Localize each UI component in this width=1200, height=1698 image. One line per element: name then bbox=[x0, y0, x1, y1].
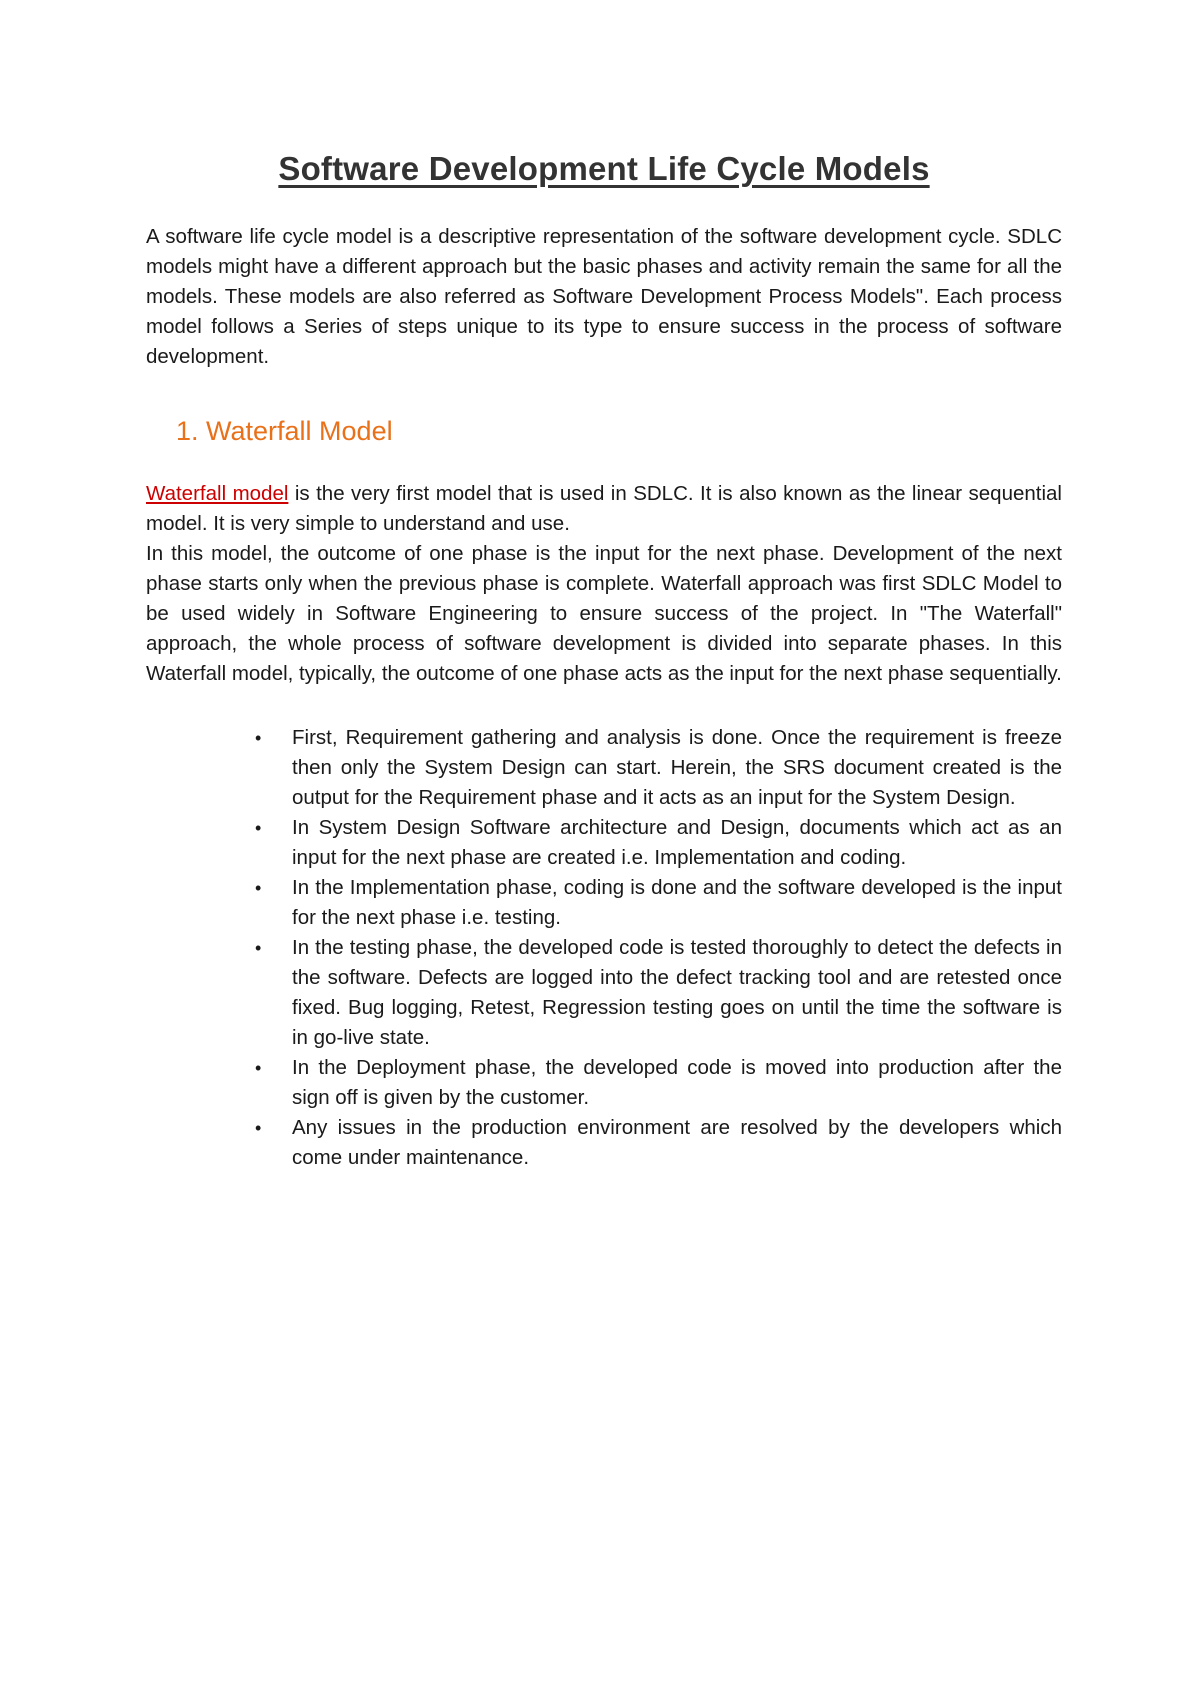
list-item bbox=[255, 873, 1062, 933]
list-item bbox=[255, 723, 1062, 813]
bullet-icon: • bbox=[255, 728, 262, 748]
waterfall-phase-list bbox=[146, 723, 1062, 1173]
section-heading-waterfall: 1. Waterfall Model bbox=[176, 416, 393, 446]
list-item-text: In the Implementation phase, coding is done and the software developed is the input for the next phase i.e. testing. bbox=[292, 876, 1062, 929]
list-item-text: In the Deployment phase, the developed code is moved into production after the sign off is given by the customer. bbox=[292, 1056, 1062, 1109]
waterfall-paragraph-2: In this model, the outcome of one phase is the input for the next phase. Development of the next phase starts only when the previous phase is complete. Waterfall approach was first SDLC Model to be used widely in Software Engineering to ensure success of the project. In "The Waterfall" approach, the whole process of software development is divided into separate phases. In this Waterfall model, typically, the outcome of one phase acts as the input for the next phase sequentially. bbox=[146, 542, 1062, 685]
list-item bbox=[255, 933, 1062, 1053]
bullet-icon: • bbox=[255, 1118, 262, 1138]
list-item bbox=[255, 813, 1062, 873]
list-item-text: In System Design Software architecture and Design, documents which act as an input for the next phase are created i.e. Implementation and coding. bbox=[292, 816, 1062, 869]
list-item-text: First, Requirement gathering and analysis is done. Once the requirement is freeze then only the System Design can start. Herein, the SRS document created is the output for the Requirement phase and it acts as an input for the System Design. bbox=[292, 726, 1062, 809]
document-page bbox=[146, 150, 1062, 1173]
list-item-text: Any issues in the production environment are resolved by the developers which come under maintenance. bbox=[292, 1116, 1062, 1169]
list-item bbox=[255, 1113, 1062, 1173]
bullet-icon: • bbox=[255, 878, 262, 898]
bullet-icon: • bbox=[255, 938, 262, 958]
list-item-text: In the testing phase, the developed code is tested thoroughly to detect the defects in the software. Defects are logged into the defect tracking tool and are retested once fixed. Bug logging, Retest, Regression testing goes on until the time the software is in go-live state. bbox=[292, 936, 1062, 1049]
bullet-icon: • bbox=[255, 1058, 262, 1078]
document-title: Software Development Life Cycle Models bbox=[278, 150, 930, 187]
intro-paragraph: A software life cycle model is a descriptive representation of the software development cycle. SDLC models might have a different approach but the basic phases and activity remain the same for all the models. These models are also referred as Software Development Process Models". Each process model follows a Series of steps unique to its type to ensure success in the process of software development. bbox=[146, 225, 1062, 368]
waterfall-paragraph-1-text: is the very first model that is used in SDLC. It is also known as the linear sequential model. It is very simple to understand and use. bbox=[146, 482, 1062, 535]
list-item bbox=[255, 1053, 1062, 1113]
waterfall-paragraph-1 bbox=[146, 479, 1062, 539]
waterfall-model-link[interactable]: Waterfall model bbox=[146, 482, 289, 505]
bullet-icon: • bbox=[255, 818, 262, 838]
